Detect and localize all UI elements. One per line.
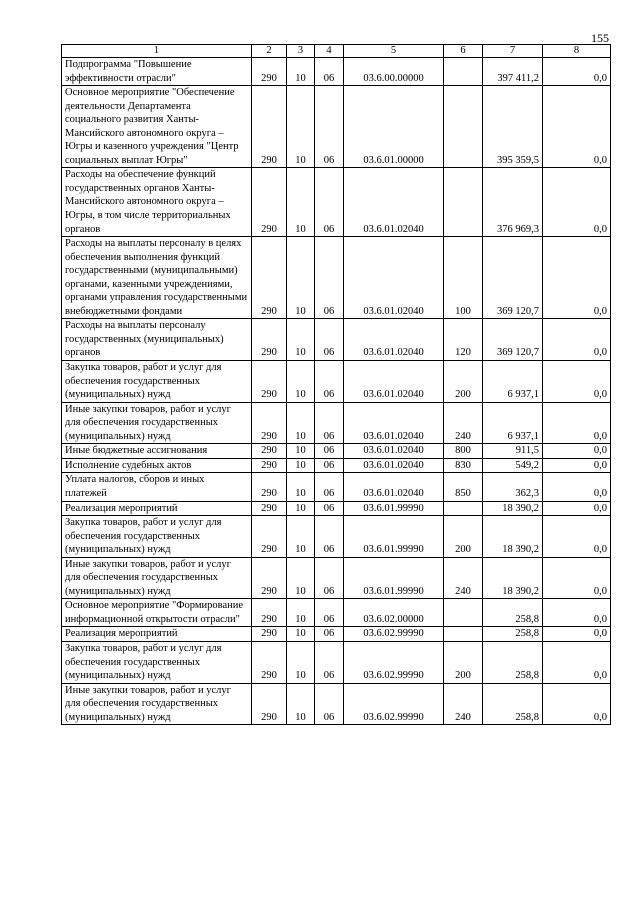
admin-code-cell: 290 [252,599,287,627]
row-name-cell: Закупка товаров, работ и услуг для обеспечения государственных (муниципальных) нужд [62,641,252,683]
section-cell: 10 [287,319,315,361]
expense-type-cell: 120 [444,319,483,361]
admin-code-cell: 290 [252,86,287,168]
subsection-cell: 06 [315,402,344,444]
expense-type-cell: 200 [444,361,483,403]
admin-code-cell: 290 [252,501,287,516]
table-row [62,168,611,237]
admin-code-cell: 290 [252,627,287,642]
target-article-cell: 03.6.01.02040 [344,402,444,444]
amount-extra-cell: 0,0 [543,58,611,86]
amount-extra-cell: 0,0 [543,168,611,237]
section-cell: 10 [287,641,315,683]
amount-cell: 376 969,3 [483,168,543,237]
admin-code-cell: 290 [252,458,287,473]
amount-cell: 258,8 [483,627,543,642]
row-name-cell: Основное мероприятие "Обеспечение деятельности Департамента социального развития Ханты-Мансийского автономного округа – Югры и казенного учреждения "Центр социальных выплат Югры" [62,86,252,168]
table-row [62,473,611,501]
section-cell: 10 [287,168,315,237]
row-name-cell: Уплата налогов, сборов и иных платежей [62,473,252,501]
amount-extra-cell: 0,0 [543,501,611,516]
target-article-cell: 03.6.01.02040 [344,319,444,361]
amount-cell: 258,8 [483,683,543,725]
subsection-cell: 06 [315,557,344,599]
amount-cell: 369 120,7 [483,237,543,319]
target-article-cell: 03.6.01.99990 [344,501,444,516]
admin-code-cell: 290 [252,444,287,459]
subsection-cell: 06 [315,458,344,473]
section-cell: 10 [287,473,315,501]
header-row [62,45,611,58]
expense-type-cell: 240 [444,683,483,725]
admin-code-cell: 290 [252,319,287,361]
section-cell: 10 [287,627,315,642]
row-name-cell: Реализация мероприятий [62,627,252,642]
section-cell: 10 [287,444,315,459]
expense-type-cell [444,168,483,237]
target-article-cell: 03.6.01.02040 [344,168,444,237]
amount-extra-cell: 0,0 [543,627,611,642]
target-article-cell: 03.6.01.02040 [344,444,444,459]
amount-extra-cell: 0,0 [543,683,611,725]
row-name-cell: Расходы на выплаты персоналу государственных (муниципальных) органов [62,319,252,361]
column-header: 3 [287,45,315,58]
amount-cell: 6 937,1 [483,361,543,403]
amount-extra-cell: 0,0 [543,402,611,444]
section-cell: 10 [287,516,315,558]
table-row [62,627,611,642]
admin-code-cell: 290 [252,58,287,86]
subsection-cell: 06 [315,86,344,168]
row-name-cell: Иные бюджетные ассигнования [62,444,252,459]
row-name-cell: Иные закупки товаров, работ и услуг для обеспечения государственных (муниципальных) нужд [62,557,252,599]
admin-code-cell: 290 [252,168,287,237]
target-article-cell: 03.6.02.99990 [344,641,444,683]
expense-type-cell: 100 [444,237,483,319]
subsection-cell: 06 [315,641,344,683]
target-article-cell: 03.6.01.02040 [344,473,444,501]
expense-type-cell [444,501,483,516]
table-row [62,599,611,627]
target-article-cell: 03.6.01.02040 [344,458,444,473]
section-cell: 10 [287,683,315,725]
admin-code-cell: 290 [252,473,287,501]
expense-type-cell [444,627,483,642]
subsection-cell: 06 [315,501,344,516]
amount-extra-cell: 0,0 [543,237,611,319]
row-name-cell: Реализация мероприятий [62,501,252,516]
amount-extra-cell: 0,0 [543,473,611,501]
amount-cell: 549,2 [483,458,543,473]
row-name-cell: Исполнение судебных актов [62,458,252,473]
target-article-cell: 03.6.01.99990 [344,516,444,558]
row-name-cell: Подпрограмма "Повышение эффективности отрасли" [62,58,252,86]
target-article-cell: 03.6.00.00000 [344,58,444,86]
amount-extra-cell: 0,0 [543,458,611,473]
subsection-cell: 06 [315,361,344,403]
section-cell: 10 [287,557,315,599]
table-body [62,58,611,725]
section-cell: 10 [287,58,315,86]
table-row [62,444,611,459]
expense-type-cell [444,58,483,86]
admin-code-cell: 290 [252,402,287,444]
subsection-cell: 06 [315,168,344,237]
admin-code-cell: 290 [252,516,287,558]
amount-cell: 369 120,7 [483,319,543,361]
column-header: 2 [252,45,287,58]
row-name-cell: Закупка товаров, работ и услуг для обеспечения государственных (муниципальных) нужд [62,516,252,558]
row-name-cell: Иные закупки товаров, работ и услуг для обеспечения государственных (муниципальных) нужд [62,683,252,725]
expense-type-cell: 200 [444,641,483,683]
column-header: 8 [543,45,611,58]
subsection-cell: 06 [315,237,344,319]
amount-extra-cell: 0,0 [543,516,611,558]
subsection-cell: 06 [315,516,344,558]
amount-cell: 18 390,2 [483,501,543,516]
admin-code-cell: 290 [252,683,287,725]
amount-extra-cell: 0,0 [543,319,611,361]
section-cell: 10 [287,599,315,627]
admin-code-cell: 290 [252,557,287,599]
column-header: 6 [444,45,483,58]
amount-cell: 18 390,2 [483,557,543,599]
amount-cell: 258,8 [483,641,543,683]
expense-type-cell: 240 [444,402,483,444]
subsection-cell: 06 [315,444,344,459]
subsection-cell: 06 [315,58,344,86]
expense-type-cell: 850 [444,473,483,501]
amount-cell: 362,3 [483,473,543,501]
target-article-cell: 03.6.02.99990 [344,627,444,642]
table-header [62,45,611,58]
subsection-cell: 06 [315,473,344,501]
section-cell: 10 [287,402,315,444]
section-cell: 10 [287,501,315,516]
table-row [62,641,611,683]
admin-code-cell: 290 [252,361,287,403]
budget-table [61,44,611,725]
row-name-cell: Расходы на выплаты персоналу в целях обеспечения выполнения функций государственными (муниципальными) органами, казенными учреждениями, органами управления государственными внебюджетными фондами [62,237,252,319]
table-row [62,319,611,361]
amount-cell: 911,5 [483,444,543,459]
subsection-cell: 06 [315,683,344,725]
row-name-cell: Расходы на обеспечение функций государственных органов Ханты-Мансийского автономного округа – Югры, в том числе территориальных органов [62,168,252,237]
table-row [62,361,611,403]
admin-code-cell: 290 [252,237,287,319]
subsection-cell: 06 [315,627,344,642]
expense-type-cell: 800 [444,444,483,459]
amount-cell: 18 390,2 [483,516,543,558]
expense-type-cell: 200 [444,516,483,558]
section-cell: 10 [287,458,315,473]
subsection-cell: 06 [315,319,344,361]
table-row [62,683,611,725]
target-article-cell: 03.6.01.02040 [344,361,444,403]
amount-extra-cell: 0,0 [543,86,611,168]
page-number: 155 [591,31,609,45]
section-cell: 10 [287,237,315,319]
amount-extra-cell: 0,0 [543,641,611,683]
table-row [62,557,611,599]
expense-type-cell [444,86,483,168]
row-name-cell: Закупка товаров, работ и услуг для обеспечения государственных (муниципальных) нужд [62,361,252,403]
column-header: 7 [483,45,543,58]
target-article-cell: 03.6.01.02040 [344,237,444,319]
table-row [62,402,611,444]
amount-extra-cell: 0,0 [543,361,611,403]
amount-cell: 258,8 [483,599,543,627]
target-article-cell: 03.6.02.99990 [344,683,444,725]
amount-cell: 397 411,2 [483,58,543,86]
section-cell: 10 [287,361,315,403]
table-row [62,458,611,473]
amount-cell: 395 359,5 [483,86,543,168]
target-article-cell: 03.6.02.00000 [344,599,444,627]
expense-type-cell: 830 [444,458,483,473]
row-name-cell: Основное мероприятие "Формирование информационной открытости отрасли" [62,599,252,627]
table-row [62,237,611,319]
table-row [62,86,611,168]
table-row [62,58,611,86]
column-header: 4 [315,45,344,58]
expense-type-cell: 240 [444,557,483,599]
amount-extra-cell: 0,0 [543,444,611,459]
amount-extra-cell: 0,0 [543,557,611,599]
column-header: 5 [344,45,444,58]
target-article-cell: 03.6.01.99990 [344,557,444,599]
column-header: 1 [62,45,252,58]
amount-extra-cell: 0,0 [543,599,611,627]
subsection-cell: 06 [315,599,344,627]
target-article-cell: 03.6.01.00000 [344,86,444,168]
table-row [62,501,611,516]
row-name-cell: Иные закупки товаров, работ и услуг для обеспечения государственных (муниципальных) нужд [62,402,252,444]
expense-type-cell [444,599,483,627]
section-cell: 10 [287,86,315,168]
admin-code-cell: 290 [252,641,287,683]
table-row [62,516,611,558]
amount-cell: 6 937,1 [483,402,543,444]
